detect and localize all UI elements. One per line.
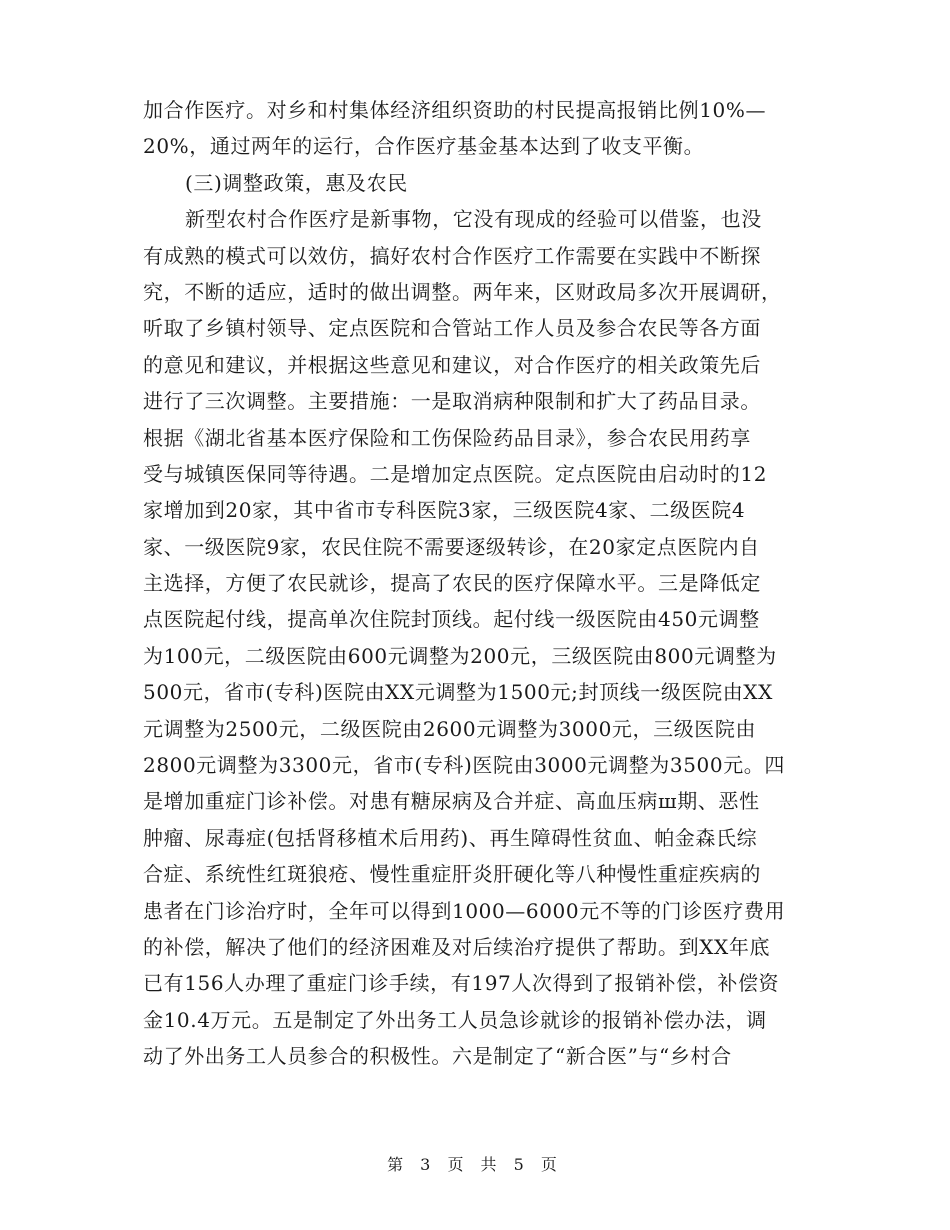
- text-line: 加合作医疗。对乡和村集体经济组织资助的村民提高报销比例10%—: [143, 98, 767, 122]
- text-line: 点医院起付线，提高单次住院封顶线。起付线一级医院由450元调整: [143, 607, 760, 632]
- text-line: 元调整为2500元，二级医院由2600元调整为3000元，三级医院由: [143, 716, 757, 741]
- text-line: 20%，通过两年的运行，合作医疗基金基本达到了收支平衡。: [143, 134, 705, 159]
- text-line: 有成熟的模式可以效仿，搞好农村合作医疗工作需要在实践中不断探: [143, 243, 761, 268]
- text-line: 主选择，方便了农民就诊，提高了农民的医疗保障水平。三是降低定: [143, 571, 761, 596]
- text-line: 家、一级医院9家，农民住院不需要逐级转诊，在20家定点医院内自: [143, 534, 760, 559]
- text-line: 进行了三次调整。主要措施：一是取消病种限制和扩大了药品目录。: [143, 389, 761, 414]
- text-line: 肿瘤、尿毒症(包括肾移植术后用药)、再生障碍性贫血、帕金森氏综: [143, 825, 758, 850]
- body-text: [143, 92, 813, 1075]
- text-line: 合症、系统性红斑狼疮、慢性重症肝炎肝硬化等八种慢性重症疾病的: [143, 862, 761, 887]
- text-line: 患者在门诊治疗时，全年可以得到1000—6000元不等的门诊医疗费用: [143, 898, 786, 923]
- text-line: 新型农村合作医疗是新事物，它没有现成的经验可以借鉴，也没: [185, 207, 762, 232]
- text-line: 为100元，二级医院由600元调整为200元，三级医院由800元调整为: [143, 643, 777, 668]
- page-number-footer: 第 3 页 共 5 页: [387, 1155, 563, 1174]
- text-line: 究，不断的适应，适时的做出调整。两年来，区财政局多次开展调研，: [143, 279, 782, 304]
- text-line: 金10.4万元。五是制定了外出务工人员急诊就诊的报销补偿办法，调: [143, 1007, 767, 1032]
- text-line: 动了外出务工人员参合的积极性。六是制定了“新合医”与“乡村合: [143, 1044, 732, 1069]
- text-line: 根据《湖北省基本医疗保险和工伤保险药品目录》，参合农民用药享: [143, 425, 751, 450]
- text-line: 听取了乡镇村领导、定点医院和合管站工作人员及参合农民等各方面: [143, 316, 761, 341]
- text-line: 受与城镇医保同等待遇。二是增加定点医院。定点医院由启动时的12: [143, 461, 768, 486]
- text-line: (三)调整政策，惠及农民: [185, 170, 408, 195]
- text-line: 家增加到20家，其中省市专科医院3家，三级医院4家、二级医院4: [143, 498, 746, 523]
- text-line: 是增加重症门诊补偿。对患有糖尿病及合并症、高血压病ш期、恶性: [143, 789, 760, 814]
- text-line: 已有156人办理了重症门诊手续，有197人次得到了报销补偿，补偿资: [143, 971, 780, 996]
- text-line: 2800元调整为3300元，省市(专科)医院由3000元调整为3500元。四: [143, 753, 785, 778]
- text-line: 的意见和建议，并根据这些意见和建议，对合作医疗的相关政策先后: [143, 352, 761, 377]
- text-line: 的补偿，解决了他们的经济困难及对后续治疗提供了帮助。到XX年底: [143, 934, 771, 959]
- text-line: 500元，省市(专科)医院由XX元调整为1500元;封顶线一级医院由XX: [143, 680, 773, 705]
